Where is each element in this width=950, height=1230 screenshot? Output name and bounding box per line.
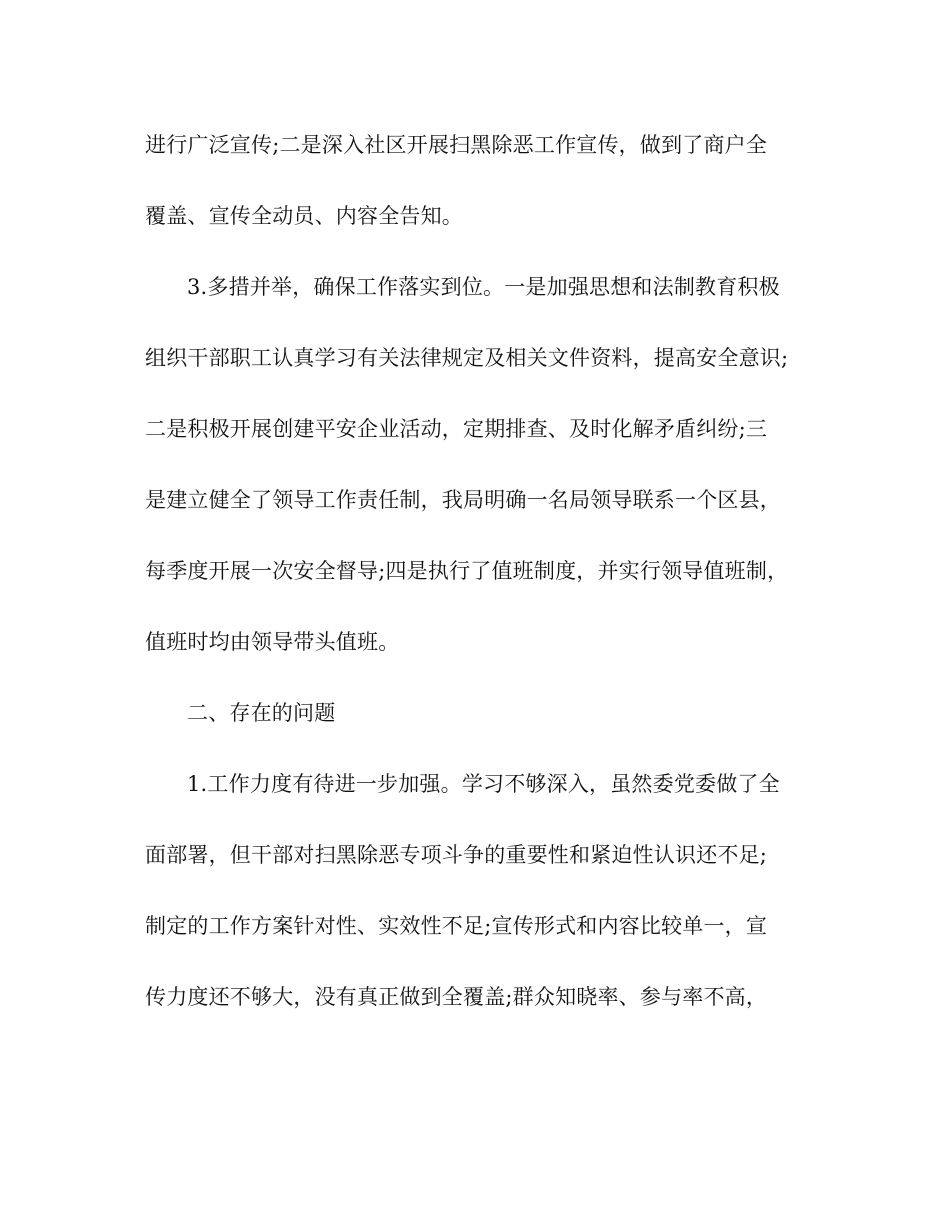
paragraph-start-line: 1.工作力度有待进一步加强。学习不够深入，虽然委党委做了全: [187, 772, 780, 796]
text-line: 覆盖、宣传全动员、内容全告知。: [145, 204, 463, 228]
text-line: 进行广泛宣传;二是深入社区开展扫黑除恶工作宣传，做到了商户全: [145, 133, 768, 157]
text-line: 是建立健全了领导工作责任制，我局明确一名局领导联系一个区县，: [145, 488, 781, 512]
text-line: 组织干部职工认真学习有关法律规定及相关文件资料，提高安全意识;: [145, 346, 789, 370]
text-line: 面部署，但干部对扫黑除恶专项斗争的重要性和紧迫性认识还不足;: [145, 843, 768, 867]
text-line: 制定的工作方案针对性、实效性不足;宣传形式和内容比较单一，宣: [145, 914, 768, 938]
document-body: [145, 110, 810, 1033]
paragraph-start-line: 3.多措并举，确保工作落实到位。一是加强思想和法制教育积极: [187, 275, 780, 299]
text-line: 值班时均由领导带头值班。: [145, 630, 400, 654]
text-line: 传力度还不够大，没有真正做到全覆盖;群众知晓率、参与率不高，: [145, 985, 768, 1009]
section-heading: 二、存在的问题: [187, 701, 336, 725]
text-line: 每季度开展一次安全督导;四是执行了值班制度，并实行领导值班制，: [145, 559, 789, 583]
text-line: 二是积极开展创建平安企业活动，定期排查、及时化解矛盾纠纷;三: [145, 417, 768, 441]
